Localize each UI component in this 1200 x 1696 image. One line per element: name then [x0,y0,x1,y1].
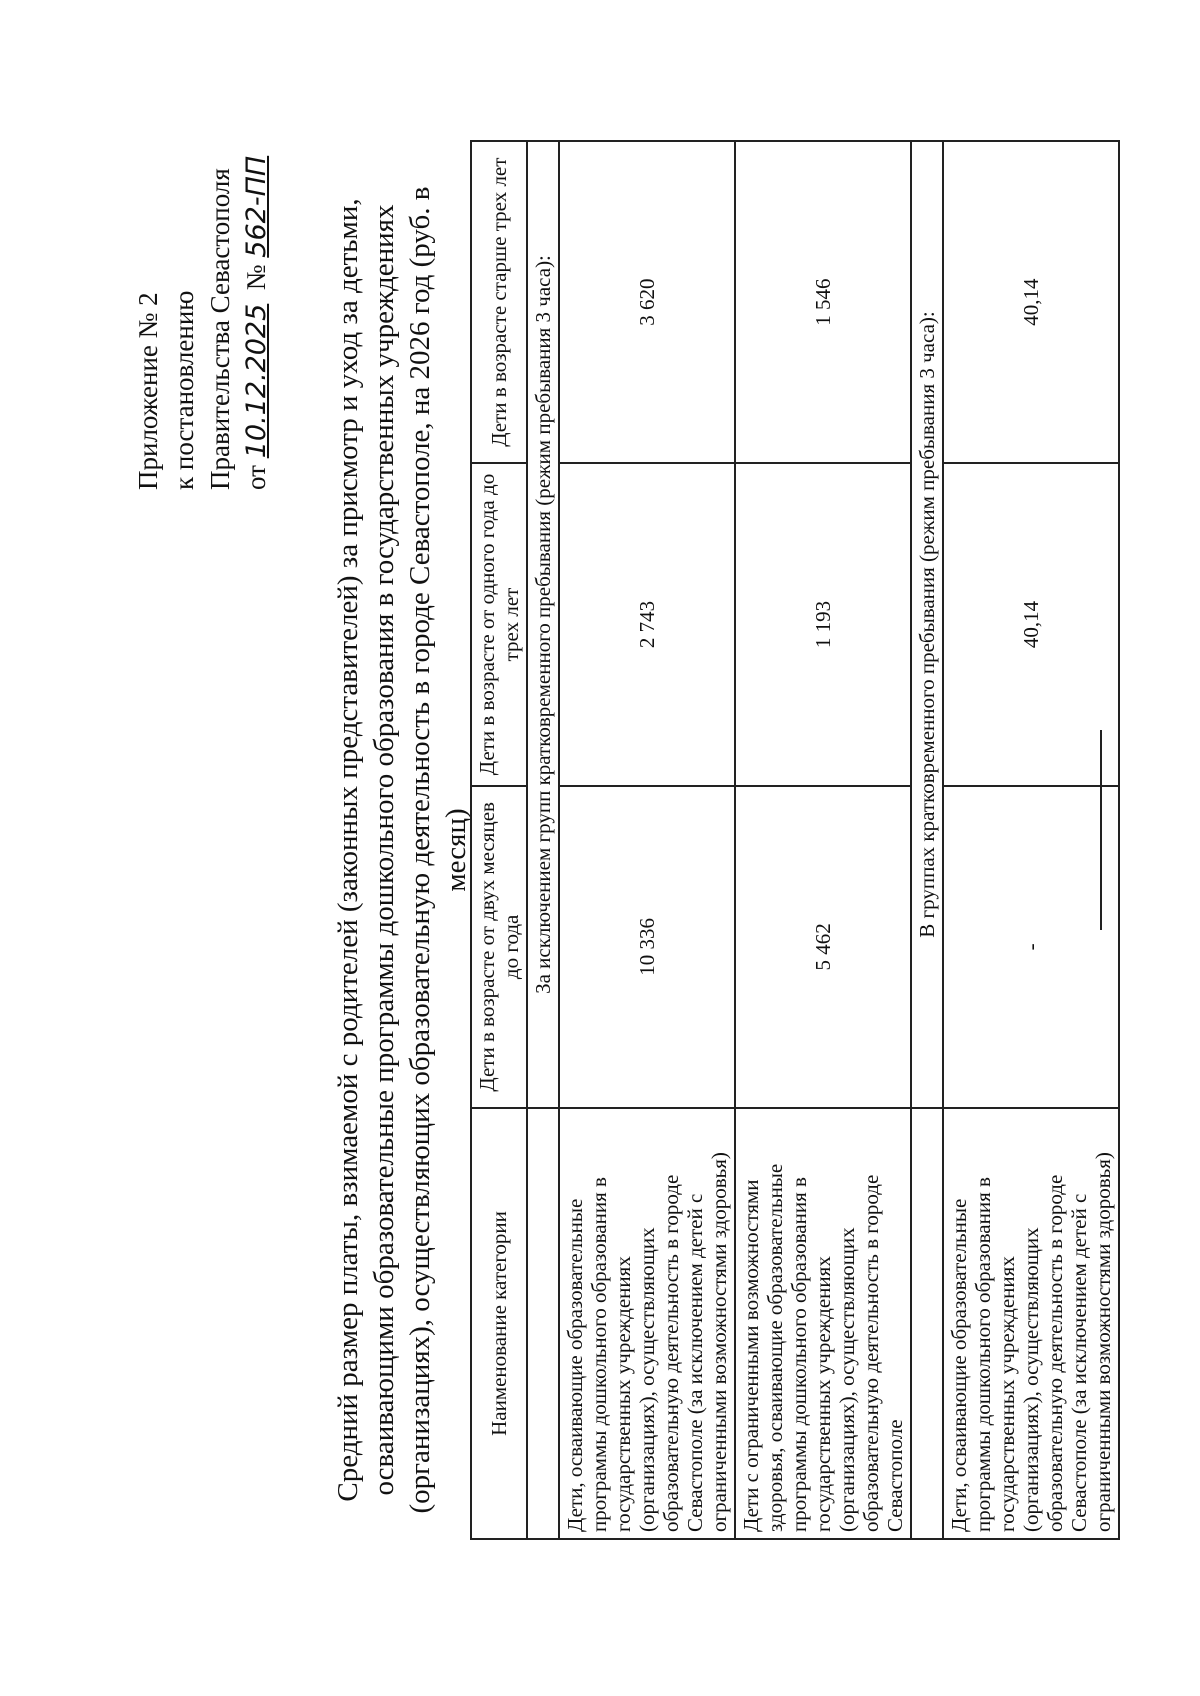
row-3-name: Дети, осваивающие образовательные программы дошкольного образования в государственных учреждениях (организациях), осуществляющих образовательную деятельность в городе Севастополе (за исключением детей с ограниченными возможностями здоровья) [943,1108,1119,1539]
header-age-over-3y: Дети в возрасте старше трех лет [471,141,527,463]
header-age-2m-1y: Дети в возрасте от двух месяцев до года [471,786,527,1108]
rotated-landscape-sheet [60,60,1140,1630]
row-1-v2: 2 743 [559,463,735,785]
table-row [735,141,911,1539]
fees-table [470,140,1120,1540]
row-3-v1: - [943,786,1119,1108]
section-row-2 [911,141,943,1539]
row-1-v3: 3 620 [559,141,735,463]
row-3-v2: 40,14 [943,463,1119,785]
appendix-date-line [238,155,275,490]
row-1-v1: 10 336 [559,786,735,1108]
row-2-v2: 1 193 [735,463,911,785]
row-3-v3: 40,14 [943,141,1119,463]
row-2-v1: 5 462 [735,786,911,1108]
section-2-empty-cell [911,1108,943,1539]
appendix-line-2: к постановлению [169,290,199,490]
handwritten-number: 562-ПП [241,155,272,258]
title-line-1: Средний размер платы, взимаемой с родителей (законных представителей) за присмотр и уход за детьми, [332,198,364,1502]
table-header-row [471,141,527,1539]
appendix-line-3: Правительства Севастополя [205,168,235,490]
closing-divider-line [1100,730,1102,930]
handwritten-date: 10.12.2025 [241,303,272,459]
row-1-name: Дети, осваивающие образовательные программы дошкольного образования в государственных учреждениях (организациях), осуществляющих образовательную деятельность в городе Севастополе (за исключением детей с ограниченными возможностями здоровья) [559,1108,735,1539]
row-2-v3: 1 546 [735,141,911,463]
section-1-label: За исключением групп кратковременного пребывания (режим пребывания 3 часа): [527,141,559,1108]
title-line-3: (организациях), осуществляющих образовательную деятельность в городе Севастополе, на 2026 год (руб. в месяц) [404,186,472,1514]
section-row-1 [527,141,559,1539]
document-title [330,160,474,1540]
table-row [559,141,735,1539]
table-row [943,141,1119,1539]
row-2-name: Дети с ограниченными возможностями здоровья, осваивающие образовательные программы дошкольного образования в государственных учреждениях (организациях), осуществляющих образовательную деятельность в городе Севастополе [735,1108,911,1539]
header-age-1y-3y: Дети в возрасте от одного года до трех лет [471,463,527,785]
number-prefix: № [241,264,271,291]
title-line-2: осваивающими образовательные программы дошкольного образования в государственных учреждениях [368,204,400,1496]
header-category: Наименование категории [471,1108,527,1539]
date-prefix: от [241,465,271,490]
section-2-label: В группах кратковременного пребывания (режим пребывания 3 часа): [911,141,943,1108]
appendix-line-1: Приложение № 2 [133,292,163,490]
appendix-block [130,155,275,490]
section-1-empty-cell [527,1108,559,1539]
